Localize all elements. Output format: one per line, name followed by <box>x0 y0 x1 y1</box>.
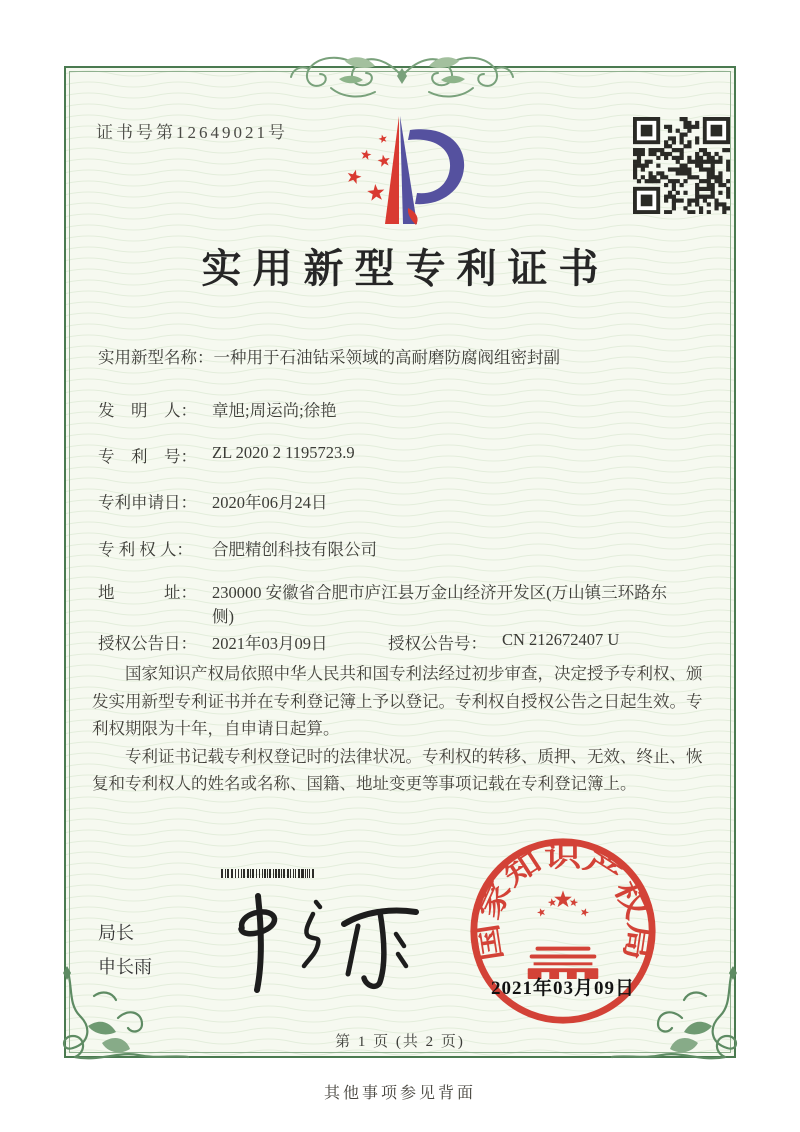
field-value: 章旭;周运尚;徐艳 <box>212 401 337 420</box>
top-scroll-ornament-icon <box>287 46 517 104</box>
field-row-patentee <box>98 536 718 560</box>
back-side-note: 其他事项参见背面 <box>323 1085 476 1102</box>
field-label: 实用新型名称： <box>98 348 214 367</box>
barcode-icon <box>221 869 315 878</box>
field-label: 专利申请日： <box>98 493 197 512</box>
grant-date-value: 2021年03月09日 <box>212 634 328 653</box>
field-value: 一种用于石油钻采领域的高耐磨防腐阀组密封副 <box>213 348 560 367</box>
field-row-name <box>98 344 718 368</box>
page-number: 第 1 页 (共 2 页) <box>335 1034 465 1050</box>
field-label: 地 址： <box>98 583 197 602</box>
field-row-patent-number <box>98 443 718 467</box>
field-row-address <box>98 579 718 627</box>
seal-ring-text: 国家知识产权局 <box>473 842 654 963</box>
grant-row <box>98 630 718 654</box>
grant-date-label: 授权公告日： <box>98 634 197 653</box>
signer-name: 申长雨 <box>98 957 152 977</box>
legal-text-block <box>92 660 710 798</box>
legal-paragraph-1: 国家知识产权局依照中华人民共和国专利法经过初步审查，决定授予专利权、颁发实用新型专利证书并在专利登记簿上予以登记。专利权自授权公告之日起生效。专利权期限为十年，自申请日起算。 <box>92 664 703 738</box>
signer-title: 局长 <box>98 923 134 943</box>
signer-block <box>98 916 152 984</box>
field-row-filing-date <box>98 489 718 513</box>
field-value: ZL 2020 2 1195723.9 <box>212 443 355 462</box>
seal-date: 2021年03月09日 <box>490 978 635 999</box>
field-value: 2020年06月24日 <box>212 493 328 512</box>
cnipa-logo-icon <box>336 110 476 234</box>
logo-stars <box>346 134 391 201</box>
grant-number-label: 授权公告号： <box>388 634 487 653</box>
field-label: 专 利 权 人： <box>98 540 193 559</box>
qr-code-icon <box>633 117 730 214</box>
field-label: 专 利 号： <box>98 447 197 466</box>
certificate-title: 实用新型专利证书 <box>201 246 610 291</box>
grant-number-value: CN 212672407 U <box>502 630 620 649</box>
field-row-inventors <box>98 397 718 421</box>
certificate-number: 证书号第12649021号 <box>96 123 288 142</box>
field-value: 合肥精创科技有限公司 <box>212 540 377 559</box>
field-label: 发 明 人： <box>98 401 197 420</box>
seal-emblem-stars <box>536 890 590 917</box>
director-signature-icon <box>218 884 433 996</box>
legal-paragraph-2: 专利证书记载专利权登记时的法律状况。专利权的转移、质押、无效、终止、恢复和专利权人的姓名或名称、国籍、地址变更等事项记载在专利登记簿上。 <box>92 746 703 793</box>
field-value: 230000 安徽省合肥市庐江县万金山经济开发区(万山镇三环路东侧) <box>212 583 668 626</box>
